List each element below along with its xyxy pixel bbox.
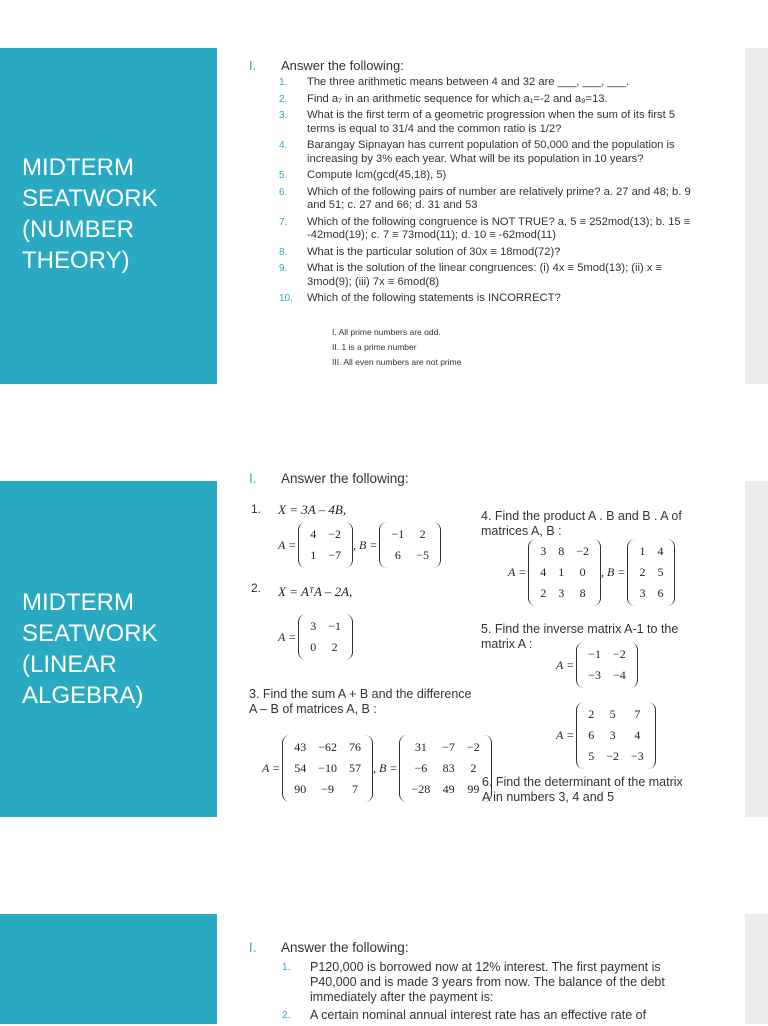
q6-text: 6. Find the determinant of the matrix A in numbers 3, 4 and 5: [482, 775, 683, 804]
matrix-cell: 4: [634, 728, 641, 742]
matrix-cell: 90: [294, 782, 307, 796]
slide1-title: MIDTERM SEATWORK (NUMBER THEORY): [22, 154, 158, 274]
question-item: [279, 169, 704, 183]
matrix-cell: 5: [588, 749, 595, 763]
matrix-cell: −3: [631, 749, 644, 763]
question-text: What is the first term of a geometric progression when the sum of its first 5 terms is equal to 31/4 and the common ratio is 1/2?: [307, 109, 676, 135]
statement-item: II. 1 is a prime number: [332, 342, 417, 352]
question-item: [279, 139, 704, 166]
question-item: [279, 76, 704, 90]
question-number: 1.: [282, 962, 291, 973]
question-number: 1.: [279, 77, 288, 88]
matrix-cell: −1: [588, 647, 601, 661]
question-number: 6.: [279, 186, 288, 198]
slide3-header-text: Answer the following:: [281, 940, 409, 955]
matrix-2a: [298, 614, 353, 660]
q5-matrix: [556, 642, 638, 688]
matrix-5a: [576, 642, 638, 688]
matrix-cell: 6: [657, 586, 664, 600]
slide3-title-panel: [0, 914, 217, 1024]
matrix-cell: 76: [349, 740, 361, 754]
matrix-cell: 31: [414, 740, 427, 754]
matrix-cell: −2: [576, 544, 589, 558]
matrix-cell: 43: [294, 740, 307, 754]
matrix-cell: 2: [419, 527, 426, 541]
matrix-cell: 49: [442, 782, 455, 796]
question-number: 5.: [279, 170, 288, 181]
q2-formula: X = AᵀA – 2A,: [278, 584, 353, 599]
matrix-cell: −10: [318, 761, 337, 775]
q1-matrices: [278, 522, 441, 568]
question-item: [279, 262, 704, 289]
question-text: Which of the following pairs of number are relatively prime? a. 27 and 48; b. 9 and 51; c. 27 and 66; d. 31 and 53: [307, 185, 691, 211]
question-item: [279, 186, 704, 213]
question-item: [279, 216, 704, 243]
matrix-label-a: A =: [278, 629, 297, 644]
matrix-cell: 5: [609, 707, 616, 721]
matrix-label-a: A =: [262, 761, 281, 775]
question-text: Which of the following congruence is NOT TRUE? a. 5 ≡ 252mod(13); b. 15 ≡ -42mod(19); c. 7 ≡ 73mod(11); d. 10 ≡ -62mod(11): [307, 215, 691, 241]
matrix-cell: 1: [558, 565, 565, 579]
question-item: [279, 109, 704, 136]
matrix-6a: [576, 702, 656, 769]
matrix-4b: [627, 539, 675, 606]
slide2-side-strip: [745, 481, 768, 817]
slide3-roman-numeral: I.: [249, 940, 257, 955]
q2-matrix: [278, 614, 353, 660]
slide3-side-strip: [745, 914, 768, 1024]
question-number: 3.: [279, 110, 288, 121]
matrix-cell: 6: [588, 728, 595, 742]
matrix-cell: −7: [328, 548, 341, 562]
statement-item: III. All even numbers are not prime: [332, 357, 462, 367]
matrix-cell: 83: [442, 761, 455, 775]
matrix-cell: 3: [310, 619, 317, 633]
matrix-cell: −28: [411, 782, 431, 796]
q2-number: 2.: [251, 581, 262, 595]
matrix-3b: [399, 735, 491, 802]
matrix-label-a: A =: [278, 537, 297, 552]
matrix-cell: −62: [318, 740, 337, 754]
matrix-label-a: A =: [556, 728, 575, 742]
matrix-cell: −6: [414, 761, 428, 775]
matrix-1b: [379, 522, 441, 568]
matrix-3a: [282, 735, 373, 802]
matrix-cell: 4: [540, 565, 547, 579]
matrix-cell: 2: [588, 707, 595, 721]
slide2-header: [249, 471, 409, 486]
q1-formula: X = 3A – 4B,: [278, 502, 347, 517]
question-item: [279, 246, 704, 260]
slide2-title: MIDTERM SEATWORK (LINEAR ALGEBRA): [22, 589, 158, 709]
question-text: Which of the following statements is INCORRECT?: [307, 292, 561, 304]
matrix-cell: −1: [328, 619, 341, 633]
matrix-cell: −3: [588, 668, 601, 682]
slide3-header: [249, 940, 409, 955]
matrix-label-a: A =: [556, 657, 575, 672]
q3-text: 3. Find the sum A + B and the difference A – B of matrices A, B :: [249, 687, 472, 716]
q4-matrices: [508, 539, 675, 606]
matrix-cell: 57: [349, 761, 361, 775]
question-item: [282, 960, 692, 1005]
slide1-question-list: [279, 76, 704, 309]
q3-matrices: [262, 735, 492, 802]
matrix-cell: 3: [540, 544, 547, 558]
q4-text: 4. Find the product A . B and B . A of matrices A, B :: [481, 509, 682, 538]
matrix-label-b: , B =: [601, 565, 626, 579]
matrix-cell: 3: [609, 728, 616, 742]
matrix-cell: −5: [416, 548, 429, 562]
matrix-cell: 2: [470, 761, 477, 775]
matrix-cell: −2: [606, 749, 619, 763]
matrix-cell: 8: [558, 544, 565, 558]
question-text: What is the particular solution of 30x ≡ 18mod(72)?: [307, 245, 561, 258]
statement-item: I. All prime numbers are odd.: [332, 327, 441, 337]
matrix-label-b: , B =: [353, 537, 378, 552]
matrix-cell: −9: [321, 782, 334, 796]
question-item: [279, 93, 704, 107]
matrix-cell: −1: [391, 527, 405, 541]
question-text: Find a₇ in an arithmetic sequence for which a₁=-2 and a₉=13.: [307, 92, 608, 105]
question-number: 7.: [279, 216, 288, 228]
matrix-cell: 8: [579, 586, 586, 600]
question-text: P120,000 is borrowed now at 12% interest. The first payment is P40,000 and is made 3 years from now. The balance of the debt immediately after the payment is:: [310, 960, 665, 1004]
matrix-cell: 7: [634, 707, 641, 721]
question-number: 2.: [282, 1010, 291, 1021]
question-item: [279, 292, 704, 306]
matrix-cell: 0: [579, 565, 586, 579]
matrix-4a: [528, 539, 601, 606]
question-item: [282, 1008, 692, 1023]
matrix-cell: 54: [294, 761, 307, 775]
question-text: What is the solution of the linear congruences: (i) 4x ≡ 5mod(13); (ii) x ≡ 3mod(9); (iii) 7x ≡ 6mod(8): [307, 262, 663, 288]
slide1-statement-list: [332, 325, 461, 370]
matrix-cell: 1: [639, 544, 646, 558]
matrix-cell: 0: [310, 640, 317, 654]
q1-number: 1.: [251, 502, 262, 516]
question-number: 8.: [279, 246, 288, 258]
question-number: 10.: [279, 293, 293, 304]
slide1-header-text: Answer the following:: [281, 58, 404, 73]
matrix-cell: −2: [467, 740, 480, 754]
q6-matrix: [556, 702, 656, 769]
slide1-side-strip: [745, 48, 768, 384]
matrix-cell: 4: [657, 544, 664, 558]
matrix-cell: 6: [394, 548, 401, 562]
matrix-cell: 7: [352, 782, 358, 796]
question-text: Compute lcm(gcd(45,18), 5): [307, 169, 447, 181]
slide1-header: [249, 58, 404, 73]
question-text: Barangay Sipnayan has current population of 50,000 and the population is increasing by 3% each year. What will be its population in 10 years?: [307, 139, 675, 165]
question-text: A certain nominal annual interest rate has an effective rate of: [310, 1008, 647, 1022]
slide1-roman-numeral: I.: [249, 58, 257, 73]
matrix-cell: −2: [613, 647, 626, 661]
question-text: The three arithmetic means between 4 and 32 are ___, ___, ___.: [307, 76, 630, 88]
matrix-cell: 3: [558, 586, 565, 600]
matrix-cell: −2: [328, 527, 341, 541]
matrix-cell: 4: [310, 527, 317, 541]
question-number: 2.: [279, 93, 288, 105]
matrix-cell: 3: [639, 586, 646, 600]
matrix-cell: 2: [331, 640, 338, 654]
question-number: 4.: [279, 140, 288, 151]
matrix-label-a: A =: [508, 565, 527, 579]
matrix-cell: 1: [310, 548, 317, 562]
matrix-1a: [298, 522, 353, 568]
q5-text: 5. Find the inverse matrix A-1 to the matrix A :: [481, 622, 679, 651]
slide3-question-list: [282, 960, 692, 1026]
slide2-roman-numeral: I.: [249, 471, 257, 486]
matrix-cell: 99: [467, 782, 480, 796]
slide2-header-text: Answer the following:: [281, 471, 409, 486]
matrix-cell: −7: [442, 740, 455, 754]
matrix-cell: 5: [657, 565, 664, 579]
question-number: 9.: [279, 263, 288, 274]
matrix-cell: 2: [639, 565, 646, 579]
matrix-cell: 2: [540, 586, 547, 600]
matrix-label-b: , B =: [373, 761, 398, 775]
matrix-cell: −4: [613, 668, 626, 682]
